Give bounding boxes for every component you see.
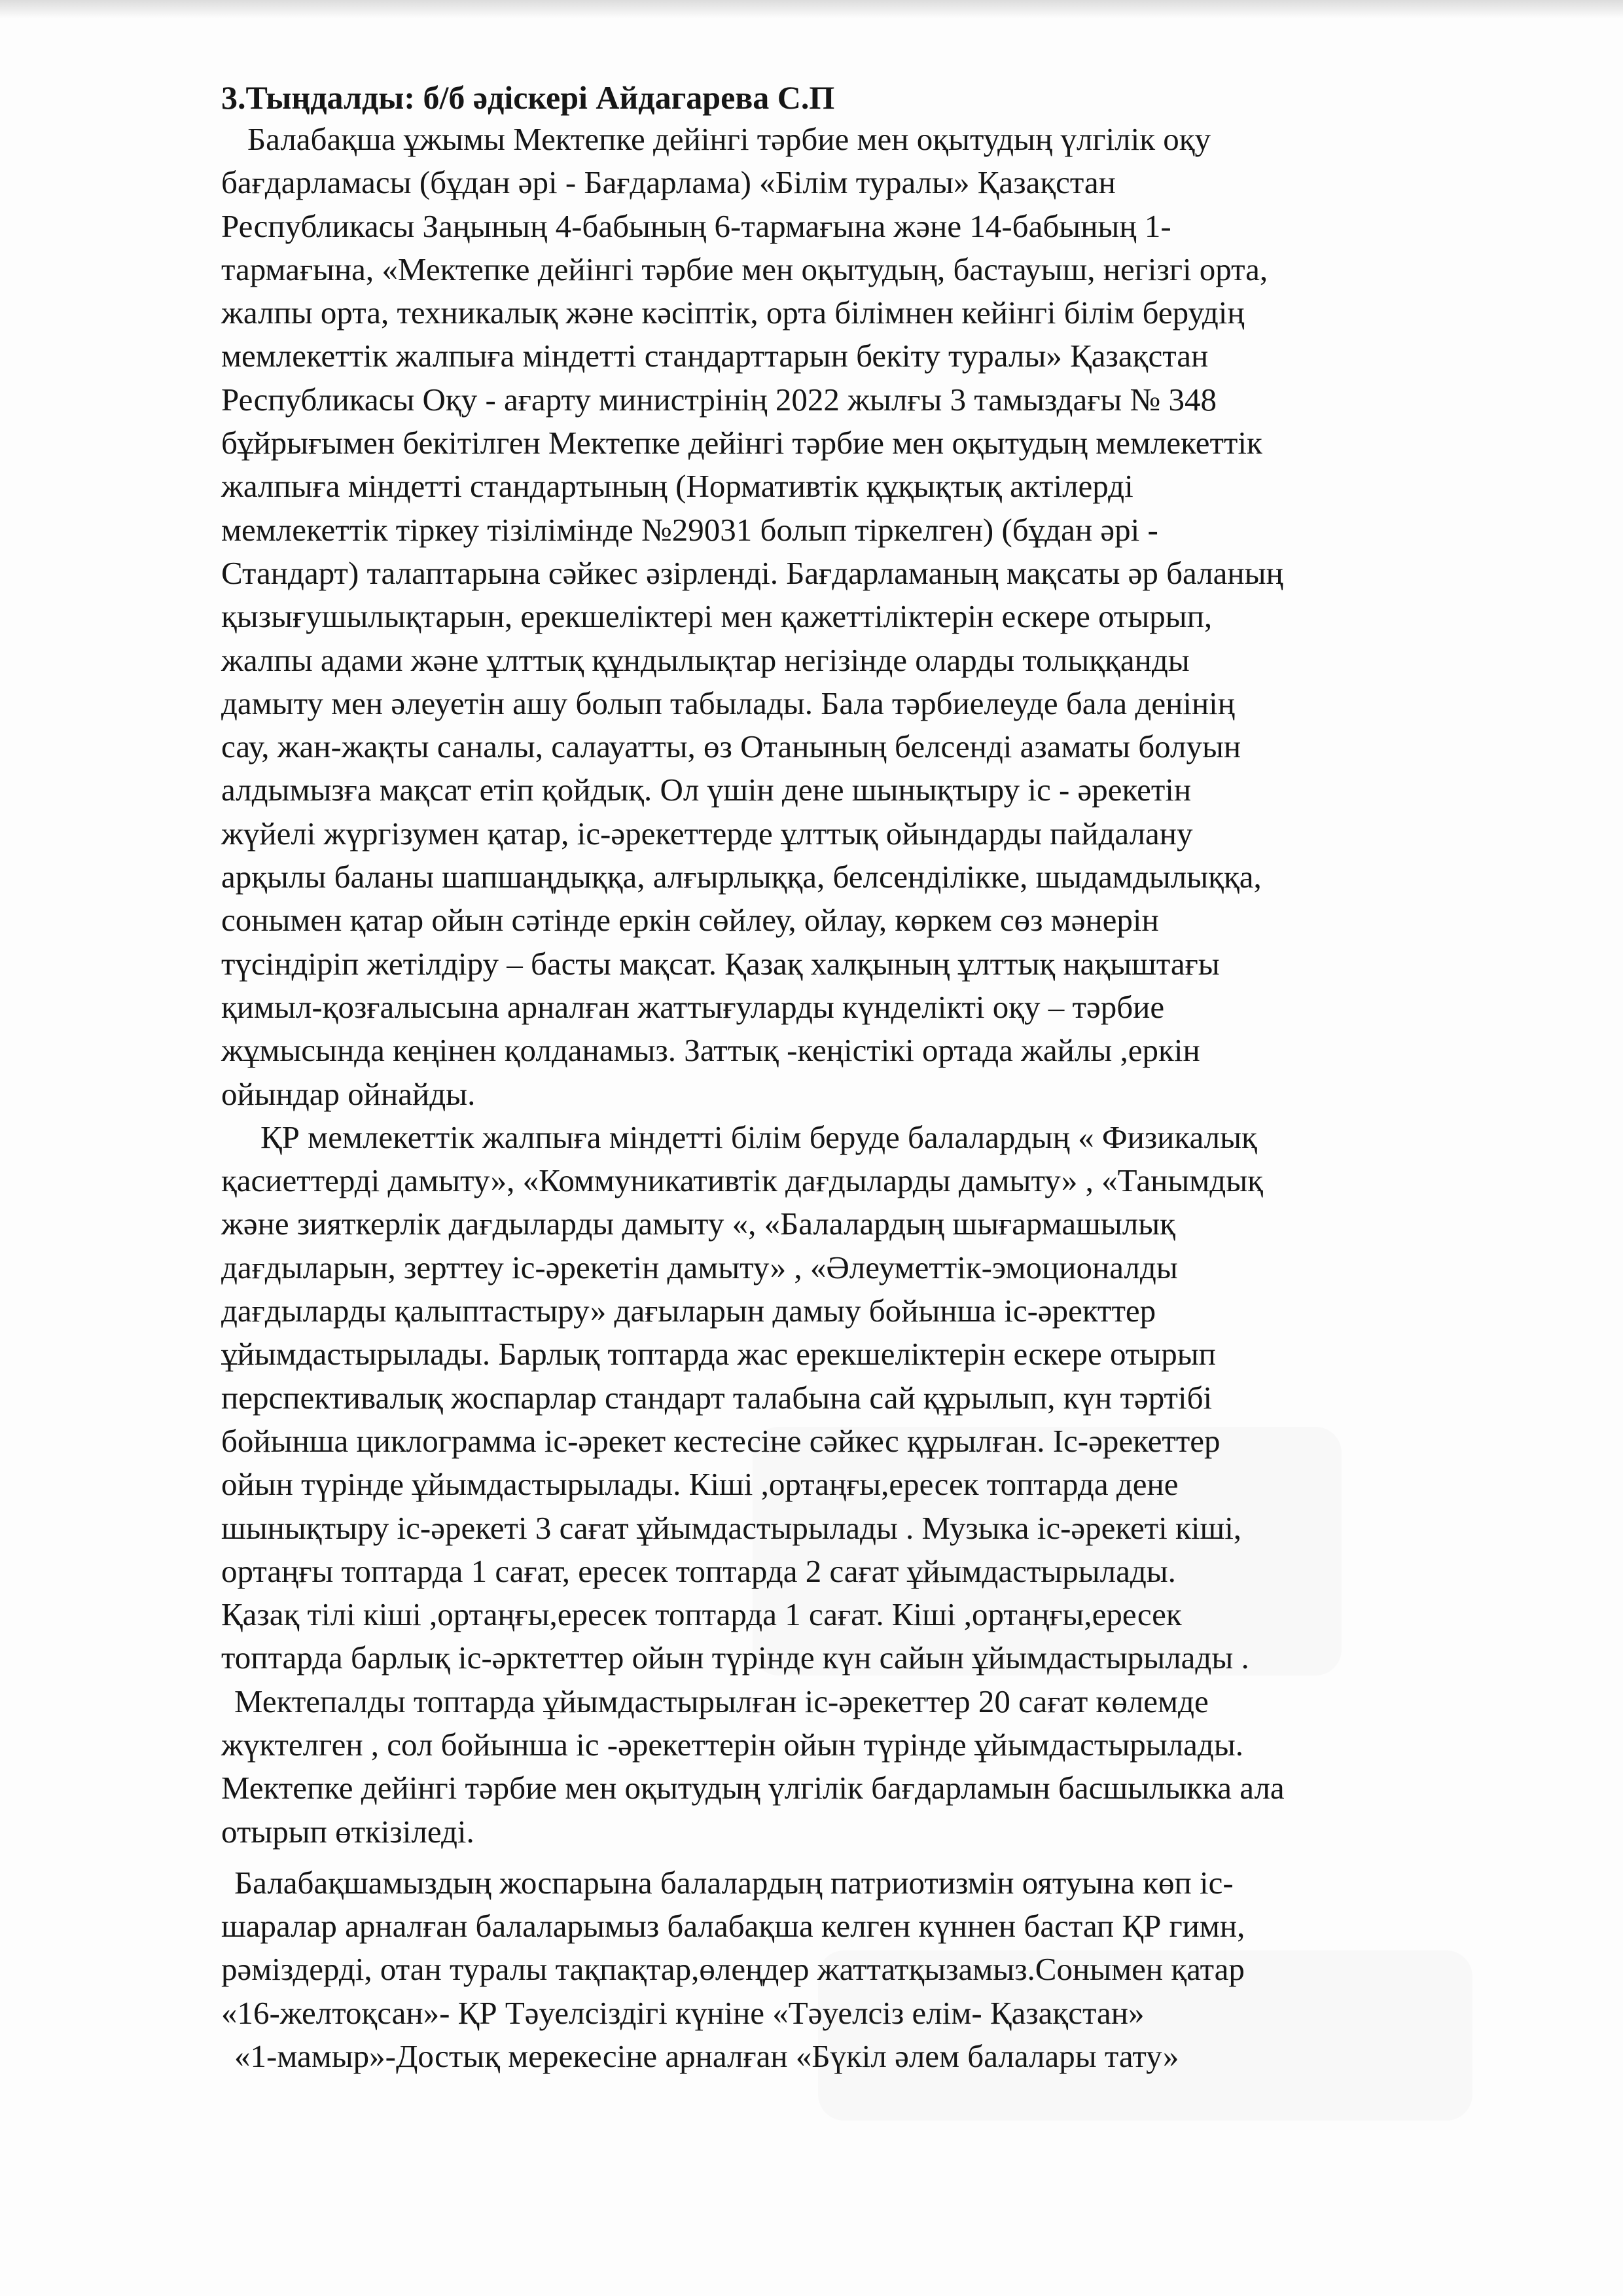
text-line: мемлекеттік тіркеу тізілімінде №29031 болып тіркелген) (бұдан әрі - <box>221 511 1158 548</box>
text-line: Мектепалды топтарда ұйымдастырылған іс-әрекеттер 20 сағат көлемде <box>234 1683 1209 1719</box>
text-line: отырып өткізіледі. <box>221 1813 474 1850</box>
scan-top-edge-shadow <box>0 0 1623 18</box>
text-line: ойын түрінде ұйымдастырылады. Кіші ,ортаңғы,ересек топтарда дене <box>221 1466 1179 1503</box>
text-line: ойындар ойнайды. <box>221 1075 476 1112</box>
text-line: Қазақ тілі кіші ,ортаңғы,ересек топтарда 1 сағат. Кіші ,ортаңғы,ересек <box>221 1596 1182 1633</box>
text-line: жалпыға міндетті стандартының (Нормативтік құқықтық актілерді <box>221 468 1133 505</box>
text-line: ортаңғы топтарда 1 сағат, ересек топтарда 2 сағат ұйымдастырылады. <box>221 1552 1176 1589</box>
text-line: бойынша циклограмма іс-әрекет кестесіне сәйкес құрылған. Іс-әрекеттер <box>221 1422 1221 1459</box>
text-line: жалпы адами және ұлттық құндылықтар негізінде оларды толыққанды <box>221 641 1190 678</box>
text-line: жүктелген , сол бойынша іс -әрекеттерін ойын түрінде ұйымдастырылады. <box>221 1726 1243 1763</box>
text-line: сау, жан-жақты саналы, салауатты, өз Отанының белсенді азаматы болуын <box>221 728 1241 765</box>
text-line: мемлекеттік жалпыға міндетті стандарттарын бекіту туралы» Қазақстан <box>221 338 1209 374</box>
text-line: дағдыларын, зерттеу іс-әрекетін дамыту» , «Әлеуметтік-эмоционалды <box>221 1249 1178 1285</box>
text-line: Балабақшамыздың жоспарына балалардың патриотизмін оятуына көп іс- <box>234 1864 1234 1901</box>
text-line: дағдыларды қалыптастыру» дағыларын дамыу бойынша іс-әректтер <box>221 1293 1156 1329</box>
paragraph-4 <box>221 1861 1517 2078</box>
text-line: бұйрығымен бекітілген Мектепке дейінгі тәрбие мен оқытудың мемлекеттік <box>221 425 1262 461</box>
text-line: Мектепке дейінгі тәрбие мен оқытудың үлгілік бағдарламын басшылыкка ала <box>221 1770 1285 1806</box>
text-line: Стандарт) талаптарына сәйкес әзірленді. Бағдарламаның мақсаты әр баланың <box>221 554 1283 591</box>
text-line: сонымен қатар ойын сәтінде еркін сөйлеу, ойлау, көркем сөз мәнерін <box>221 902 1159 939</box>
text-line: және зияткерлік дағдыларды дамыту «, «Балалардың шығармашылық <box>221 1206 1175 1242</box>
text-line: жұмысында кеңінен қолданамыз. Заттық -кеңістікі ортада жайлы ,еркін <box>221 1032 1200 1069</box>
section-heading: 3.Тыңдалды: б/б әдіскері Айдагарева С.П <box>221 79 835 116</box>
text-line: шаралар арналған балаларымыз балабақша келген күннен бастап ҚР гимн, <box>221 1908 1245 1945</box>
text-line: тармағына, «Мектепке дейінгі тәрбие мен оқытудың, бастауыш, негізгі орта, <box>221 251 1268 287</box>
text-line: Республикасы Заңының 4-бабының 6-тармағына және 14-бабының 1- <box>221 207 1171 244</box>
text-line: бағдарламасы (бұдан әрі - Бағдарлама) «Білім туралы» Қазақстан <box>221 164 1116 201</box>
text-line: жүйелі жүргізумен қатар, іс-әрекеттерде ұлттық ойындарды пайдалану <box>221 815 1193 852</box>
text-line: арқылы баланы шапшаңдыққа, алғырлыққа, белсенділікке, шыдамдылыққа, <box>221 859 1262 895</box>
document-body <box>221 77 1517 2078</box>
text-line: ұйымдастырылады. Барлық топтарда жас ерекшеліктерін ескере отырып <box>221 1336 1216 1372</box>
text-line: Республикасы Оқу - ағарту министрінің 2022 жылғы 3 тамыздағы № 348 <box>221 381 1217 418</box>
text-line: түсіндіріп жетілдіру – басты мақсат. Қазақ халқының ұлттық нақыштағы <box>221 945 1220 982</box>
text-line: ҚР мемлекеттік жалпыға міндетті білім беруде балалардың « Физикалық <box>260 1119 1257 1155</box>
text-line: қасиеттерді дамыту», «Коммуникативтік дағдыларды дамыту» , «Танымдық <box>221 1162 1263 1199</box>
text-line: Балабақша ұжымы Мектепке дейінгі тәрбие мен оқытудың үлгілік оқу <box>247 121 1211 157</box>
text-line: шынықтыру іс-әрекеті 3 сағат ұйымдастырылады . Музыка іс-әрекеті кіші, <box>221 1509 1242 1546</box>
text-line: «1-мамыр»-Достық мерекесіне арналған «Бүкіл әлем балалары тату» <box>234 2038 1179 2075</box>
text-line: рәміздерді, отан туралы тақпақтар,өлеңдер жаттатқызамыз.Сонымен қатар <box>221 1951 1245 1988</box>
paragraph-2 <box>221 1116 1517 1680</box>
text-line: қызығушылықтарын, ерекшеліктері мен қажеттіліктерін ескере отырып, <box>221 598 1213 635</box>
text-line: қимыл-қозғалысына арналған жаттығуларды күнделікті оқу – тәрбие <box>221 988 1165 1025</box>
text-line: дамыту мен әлеуетін ашу болып табылады. Бала тәрбиелеуде бала денінің <box>221 685 1236 721</box>
text-line: алдымызға мақсат етіп қойдық. Ол үшін дене шынықтыру іс - әрекетін <box>221 772 1192 808</box>
text-line: топтарда барлық іс-әрктеттер ойын түрінде күн сайын ұйымдастырылады . <box>221 1640 1249 1676</box>
paragraph-3 <box>221 1680 1517 1854</box>
text-line: перспективалық жоспарлар стандарт талабына сай құрылып, күн тәртібі <box>221 1379 1213 1416</box>
text-line: жалпы орта, техникалық және кәсіптік, орта білімнен кейінгі білім берудің <box>221 295 1245 331</box>
paragraph-1 <box>221 118 1517 1116</box>
text-line: «16-желтоқсан»- ҚР Тәуелсіздігі күніне «Тәуелсіз елім- Қазақстан» <box>221 1994 1145 2031</box>
